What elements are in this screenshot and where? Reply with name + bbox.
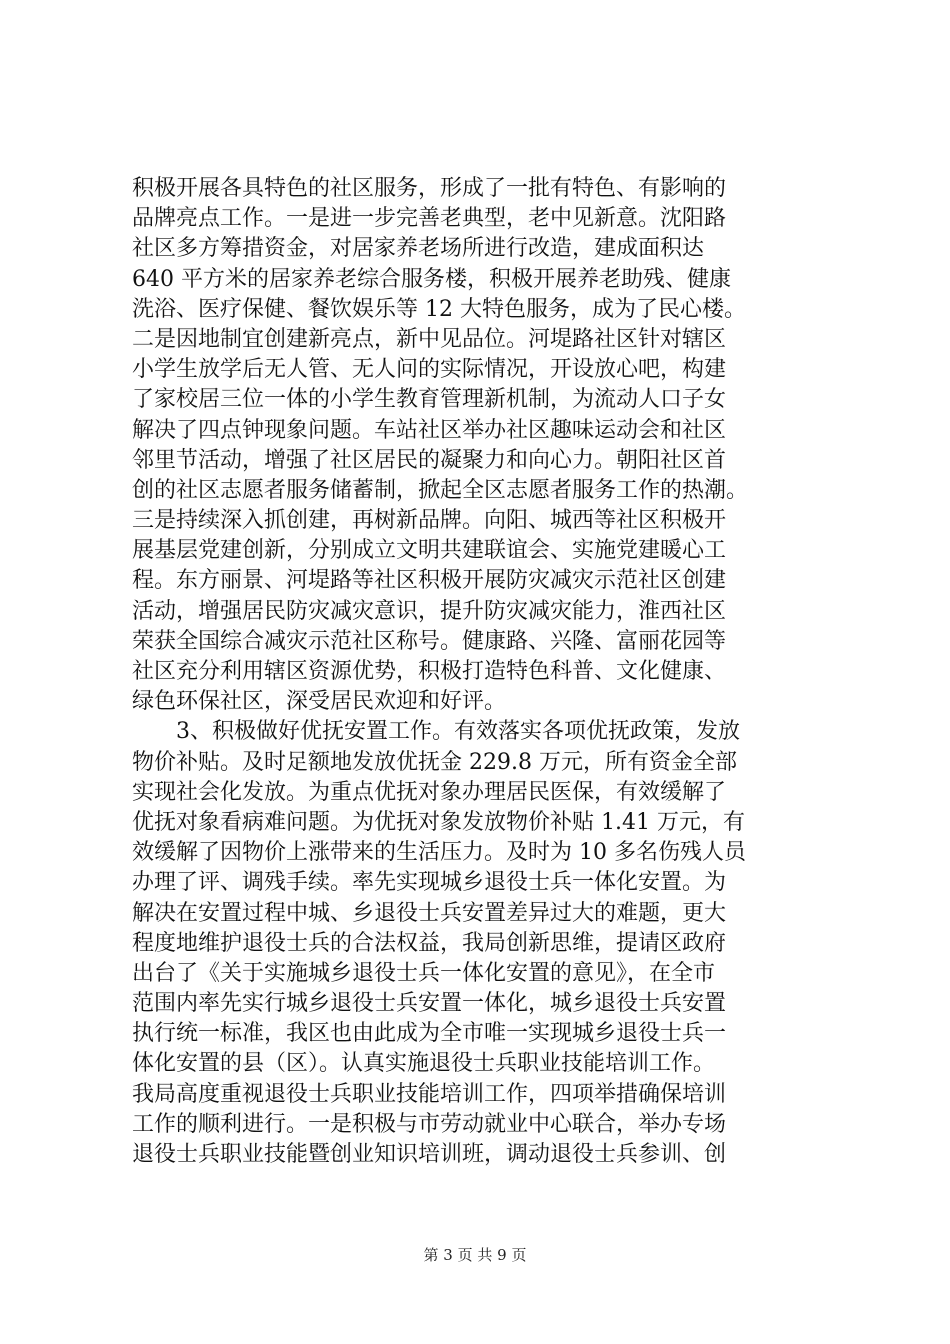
text-line: 社区多方筹措资金，对居家养老场所进行改造，建成面积达 bbox=[132, 236, 705, 262]
text-line: 社区充分利用辖区资源优势，积极打造特色科普、文化健康、 bbox=[132, 659, 727, 684]
text-line: 范围内率先实行城乡退役士兵安置一体化，城乡退役士兵安置 bbox=[132, 991, 727, 1017]
text-line: 程。东方丽景、河堤路等社区积极开展防灾减灾示范社区创建 bbox=[132, 568, 727, 594]
text-line: 640 平方米的居家养老综合服务楼，积极开展养老助残、健康 bbox=[132, 266, 731, 292]
text-line: 绿色环保社区，深受居民欢迎和好评。 bbox=[132, 689, 507, 715]
text-line: 创的社区志愿者服务储蓄制，掀起全区志愿者服务工作的热潮。 bbox=[132, 477, 749, 503]
text-line: 程度地维护退役士兵的合法权益，我局创新思维，提请区政府 bbox=[132, 930, 727, 956]
text-line: 了家校居三位一体的小学生教育管理新机制，为流动人口子女 bbox=[132, 387, 727, 413]
text-line: 执行统一标准，我区也由此成为全市唯一实现城乡退役士兵一 bbox=[132, 1021, 727, 1047]
text-line: 物价补贴。及时足额地发放优抚金 229.8 万元，所有资金全部 bbox=[132, 749, 737, 775]
text-line: 洗浴、医疗保健、餐饮娱乐等 12 大特色服务，成为了民心楼。 bbox=[132, 296, 746, 322]
text-line: 荣获全国综合减灾示范社区称号。健康路、兴隆、富丽花园等 bbox=[132, 628, 727, 654]
text-line: 实现社会化发放。为重点优抚对象办理居民医保，有效缓解了 bbox=[132, 779, 727, 805]
text-line: 3、积极做好优抚安置工作。有效落实各项优抚政策，发放 bbox=[132, 719, 740, 745]
body-text bbox=[132, 174, 832, 1170]
text-line: 解决在安置过程中城、乡退役士兵安置差异过大的难题，更大 bbox=[132, 900, 727, 926]
text-line: 工作的顺利进行。一是积极与市劳动就业中心联合，举办专场 bbox=[132, 1111, 727, 1137]
text-line: 小学生放学后无人管、无人问的实际情况，开设放心吧，构建 bbox=[132, 357, 727, 383]
text-line: 邻里节活动，增强了社区居民的凝聚力和向心力。朝阳社区首 bbox=[132, 447, 727, 473]
text-line: 品牌亮点工作。一是进一步完善老典型，老中见新意。沈阳路 bbox=[132, 206, 727, 232]
page-number-footer: 第 3 页 共 9 页 bbox=[423, 1246, 527, 1264]
text-line: 体化安置的县（区）。认真实施退役士兵职业技能培训工作。 bbox=[132, 1051, 716, 1077]
text-line: 二是因地制宜创建新亮点，新中见品位。河堤路社区针对辖区 bbox=[132, 326, 727, 352]
text-line: 解决了四点钟现象问题。车站社区举办社区趣味运动会和社区 bbox=[132, 417, 727, 443]
text-line: 效缓解了因物价上涨带来的生活压力。及时为 10 多名伤残人员 bbox=[132, 840, 746, 866]
text-line: 办理了评、调残手续。率先实现城乡退役士兵一体化安置。为 bbox=[132, 870, 727, 896]
text-line: 优抚对象看病难问题。为优抚对象发放物价补贴 1.41 万元，有 bbox=[132, 809, 745, 835]
text-line: 积极开展各具特色的社区服务，形成了一批有特色、有影响的 bbox=[132, 176, 727, 201]
text-line: 退役士兵职业技能暨创业知识培训班，调动退役士兵参训、创 bbox=[132, 1142, 727, 1167]
text-line: 出台了《关于实施城乡退役士兵一体化安置的意见》，在全市 bbox=[132, 960, 716, 986]
text-line: 我局高度重视退役士兵职业技能培训工作，四项举措确保培训 bbox=[132, 1081, 727, 1107]
text-line: 活动，增强居民防灾减灾意识，提升防灾减灾能力，淮西社区 bbox=[132, 598, 727, 624]
text-line: 展基层党建创新，分别成立文明共建联谊会、实施党建暖心工 bbox=[132, 538, 727, 564]
text-line: 三是持续深入抓创建，再树新品牌。向阳、城西等社区积极开 bbox=[132, 508, 727, 534]
